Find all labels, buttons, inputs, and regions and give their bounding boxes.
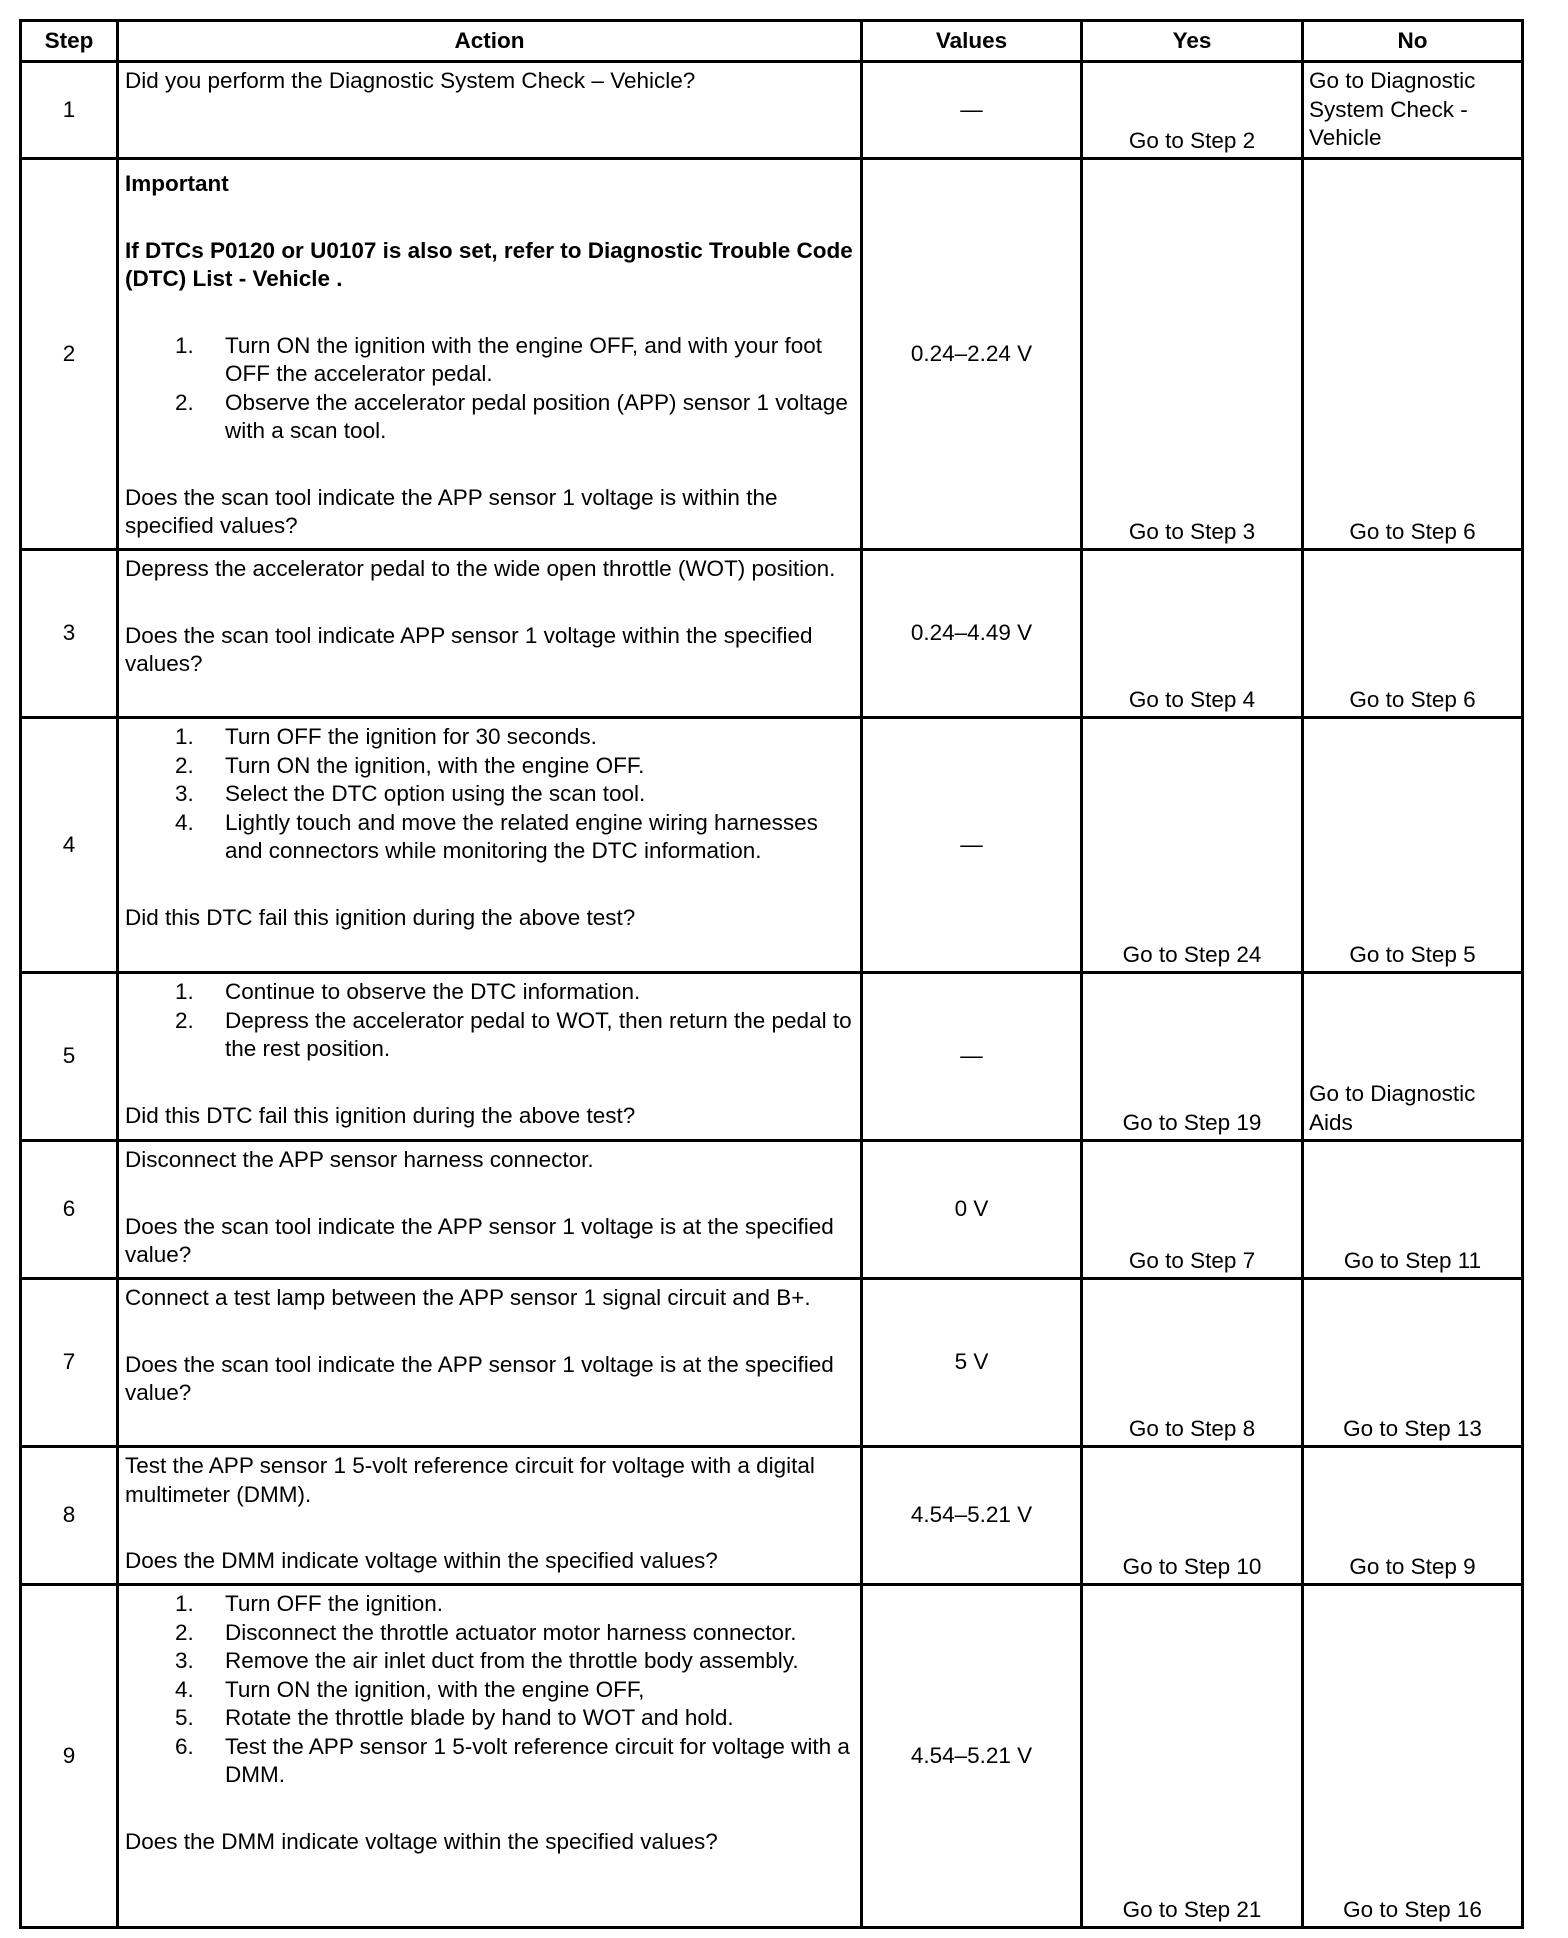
value-cell: 0.24–2.24 V (862, 159, 1082, 550)
yes-cell: Go to Step 19 (1082, 973, 1303, 1141)
action-text: Connect a test lamp between the APP sensor 1 signal circuit and B+. (125, 1285, 811, 1310)
list-item: 1. Continue to observe the DTC information. (175, 979, 641, 1004)
step-number: 5 (21, 973, 118, 1141)
header-values: Values (862, 21, 1082, 62)
no-cell: Go to Step 6 (1303, 550, 1523, 718)
table-row-step-3 (21, 550, 1523, 718)
diagnostic-table (19, 19, 1524, 1929)
no-cell: Go to Step 9 (1303, 1447, 1523, 1585)
question-text: Did this DTC fail this ignition during the above test? (125, 904, 636, 930)
question-text: Does the scan tool indicate the APP sensor 1 voltage is within the specified values? (125, 484, 778, 538)
question-text: Does the scan tool indicate the APP sensor 1 voltage is at the specified value? (125, 1213, 834, 1267)
action-text: Test the APP sensor 1 5-volt reference circuit for voltage with a digital multimeter (DMM). (125, 1453, 815, 1507)
action-text: Did you perform the Diagnostic System Check – Vehicle? (125, 68, 696, 93)
header-no: No (1303, 21, 1523, 62)
list-item: 6. Test the APP sensor 1 5-volt reference circuit for voltage with a DMM. (175, 1733, 850, 1787)
list-item: 5. Rotate the throttle blade by hand to WOT and hold. (175, 1705, 734, 1730)
table-row-step-6 (21, 1141, 1523, 1279)
header-row (21, 21, 1523, 62)
step-number: 1 (21, 62, 118, 159)
table-row-step-9 (21, 1585, 1523, 1928)
question-text: Does the DMM indicate voltage within the specified values? (125, 1548, 718, 1573)
no-cell: Go to Step 11 (1303, 1141, 1523, 1279)
table-row-step-8 (21, 1447, 1523, 1585)
value-cell: 4.54–5.21 V (862, 1447, 1082, 1585)
step-number: 3 (21, 550, 118, 718)
step-number: 9 (21, 1585, 118, 1928)
step-number: 2 (21, 159, 118, 550)
no-cell: Go to Diagnostic Aids (1303, 973, 1523, 1141)
header-yes: Yes (1082, 21, 1303, 62)
list-item: 4. Turn ON the ignition, with the engine OFF, (175, 1676, 645, 1702)
step-list (125, 332, 856, 446)
action-cell (118, 1447, 862, 1585)
no-cell: Go to Step 6 (1303, 159, 1523, 550)
yes-cell: Go to Step 4 (1082, 550, 1303, 718)
list-item: 3. Remove the air inlet duct from the throttle body assembly. (175, 1648, 799, 1673)
value-cell: 5 V (862, 1279, 1082, 1447)
action-text: Depress the accelerator pedal to the wide open throttle (WOT) position. (125, 556, 836, 581)
action-cell (118, 1279, 862, 1447)
list-item: 3. Select the DTC option using the scan tool. (175, 781, 646, 806)
question-text: Does the scan tool indicate the APP sensor 1 voltage is at the specified value? (125, 1351, 834, 1405)
value-cell: — (862, 973, 1082, 1141)
question-text: Does the DMM indicate voltage within the specified values? (125, 1828, 718, 1854)
list-item: 1. Turn ON the ignition with the engine OFF, and with your foot OFF the accelerator pedal. (175, 332, 822, 386)
question-text: Did this DTC fail this ignition during the above test? (125, 1102, 636, 1128)
value-cell: 0 V (862, 1141, 1082, 1279)
value-cell: — (862, 62, 1082, 159)
action-cell (118, 159, 862, 550)
yes-cell: Go to Step 2 (1082, 62, 1303, 159)
list-item: 1. Turn OFF the ignition for 30 seconds. (175, 724, 597, 749)
no-cell: Go to Step 5 (1303, 718, 1523, 973)
action-cell (118, 62, 862, 159)
action-text: Disconnect the APP sensor harness connector. (125, 1147, 594, 1172)
important-note: If DTCs P0120 or U0107 is also set, refer to Diagnostic Trouble Code (DTC) List - Vehicle . (125, 237, 853, 291)
step-number: 6 (21, 1141, 118, 1279)
table-row-step-7 (21, 1279, 1523, 1447)
yes-cell: Go to Step 7 (1082, 1141, 1303, 1279)
step-list (125, 723, 856, 866)
list-item: 1. Turn OFF the ignition. (175, 1591, 444, 1616)
action-cell (118, 1141, 862, 1279)
important-label: Important (125, 171, 229, 196)
list-item: 2. Disconnect the throttle actuator motor harness connector. (175, 1619, 797, 1645)
value-cell: — (862, 718, 1082, 973)
list-item: 4. Lightly touch and move the related engine wiring harnesses and connectors while monitoring the DTC information. (175, 809, 818, 863)
yes-cell: Go to Step 10 (1082, 1447, 1303, 1585)
table-row-step-2 (21, 159, 1523, 550)
action-cell (118, 1585, 862, 1928)
yes-cell: Go to Step 8 (1082, 1279, 1303, 1447)
yes-cell: Go to Step 3 (1082, 159, 1303, 550)
table-row-step-4 (21, 718, 1523, 973)
step-list (125, 1590, 856, 1790)
value-cell: 4.54–5.21 V (862, 1585, 1082, 1928)
question-text: Does the scan tool indicate APP sensor 1 voltage within the specified values? (125, 622, 813, 676)
list-item: 2. Observe the accelerator pedal position (APP) sensor 1 voltage with a scan tool. (175, 389, 848, 443)
header-step: Step (21, 21, 118, 62)
action-cell (118, 550, 862, 718)
step-number: 7 (21, 1279, 118, 1447)
step-number: 4 (21, 718, 118, 973)
action-cell (118, 973, 862, 1141)
no-cell: Go to Step 16 (1303, 1585, 1523, 1928)
yes-cell: Go to Step 24 (1082, 718, 1303, 973)
table-row-step-5 (21, 973, 1523, 1141)
step-number: 8 (21, 1447, 118, 1585)
table-row-step-1 (21, 62, 1523, 159)
action-cell (118, 718, 862, 973)
list-item: 2. Depress the accelerator pedal to WOT, then return the pedal to the rest position. (175, 1007, 852, 1061)
value-cell: 0.24–4.49 V (862, 550, 1082, 718)
step-list (125, 978, 856, 1064)
no-cell: Go to Step 13 (1303, 1279, 1523, 1447)
header-action: Action (118, 21, 862, 62)
yes-cell: Go to Step 21 (1082, 1585, 1303, 1928)
list-item: 2. Turn ON the ignition, with the engine OFF. (175, 752, 645, 778)
no-cell: Go to Diagnostic System Check - Vehicle (1303, 62, 1523, 159)
